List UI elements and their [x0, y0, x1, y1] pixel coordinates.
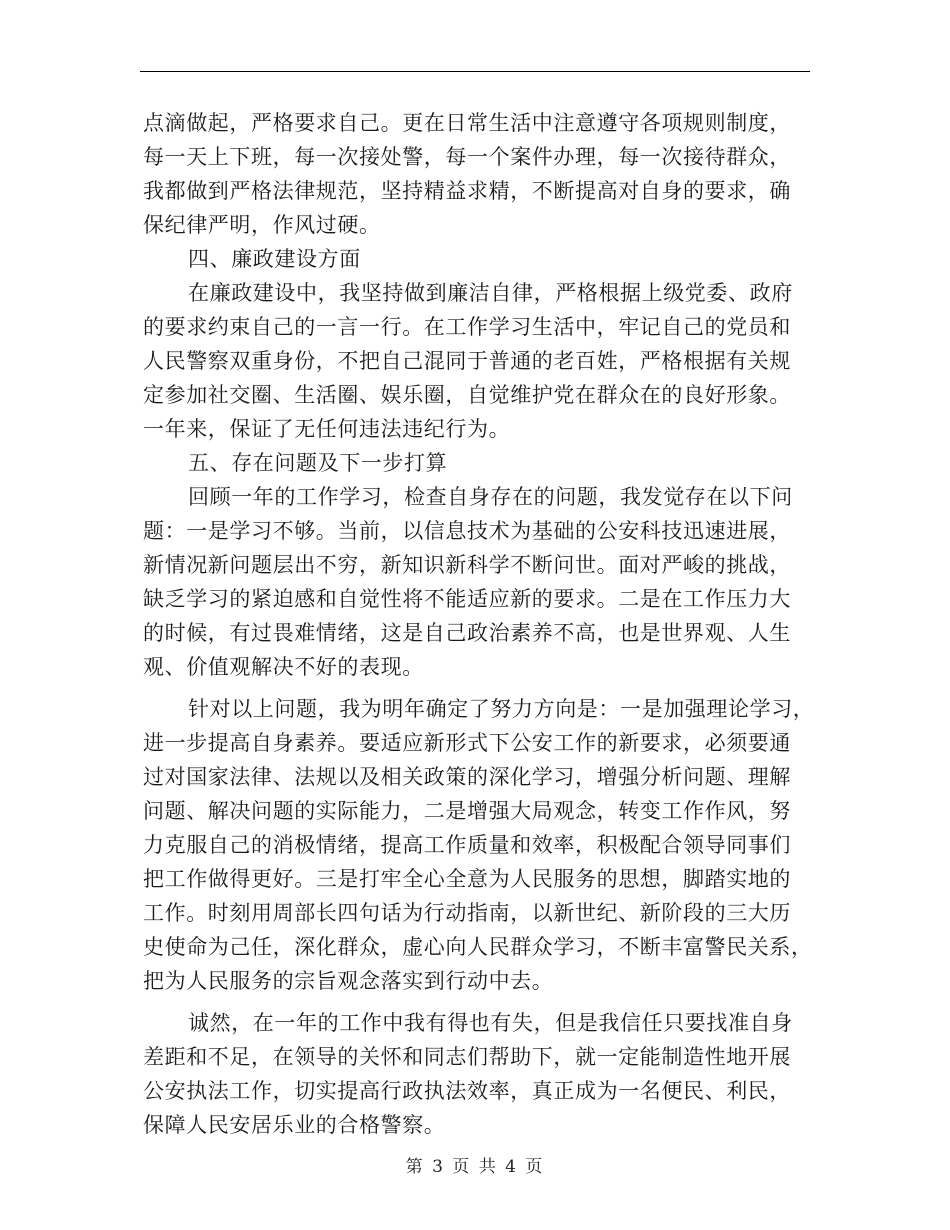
paragraph-line: 力克服自己的消极情绪，提高工作质量和效率，积极配合领导同事们: [143, 833, 791, 857]
paragraph-first-line: 回顾一年的工作学习，检查自身存在的问题，我发觉存在以下问: [188, 485, 793, 509]
paragraph-first-line: 在廉政建设中，我坚持做到廉洁自律，严格根据上级党委、政府: [188, 281, 793, 305]
paragraph-line: 的时候，有过畏难情绪，这是自己政治素养不高，也是世界观、人生: [143, 621, 791, 645]
paragraph-line: 新情况新问题层出不穷，新知识新科学不断问世。面对严峻的挑战，: [143, 553, 791, 577]
paragraph-line: 把为人民服务的宗旨观念落实到行动中去。: [143, 969, 554, 993]
paragraph-first-line: 针对以上问题，我为明年确定了努力方向是：一是加强理论学习，: [188, 697, 815, 721]
paragraph-line: 缺乏学习的紧迫感和自觉性将不能适应新的要求。二是在工作压力大: [143, 587, 791, 611]
header-rule: [140, 71, 810, 72]
paragraph-line: 我都做到严格法律规范，坚持精益求精，不断提高对自身的要求，确: [143, 179, 791, 203]
body-text: [143, 106, 815, 1142]
paragraph-line: 公安执法工作，切实提高行政执法效率，真正成为一名便民、利民，: [143, 1079, 791, 1103]
paragraph-line: 题：一是学习不够。当前，以信息技术为基础的公安科技迅速进展，: [143, 519, 791, 543]
paragraph-line: 差距和不足，在领导的关怀和同志们帮助下，就一定能制造性地开展: [143, 1045, 791, 1069]
paragraph-first-line: 五、存在问题及下一步打算: [188, 451, 448, 475]
paragraph-line: 保纪律严明，作风过硬。: [143, 213, 381, 237]
paragraph-first-line: 点滴做起，严格要求自己。更在日常生活中注意遵守各项规则制度，: [143, 111, 791, 135]
paragraph-line: 的要求约束自己的一言一行。在工作学习生活中，牢记自己的党员和: [143, 315, 791, 339]
paragraph-line: 保障人民安居乐业的合格警察。: [143, 1113, 446, 1137]
paragraph-line: 把工作做得更好。三是打牢全心全意为人民服务的思想，脚踏实地的: [143, 867, 791, 891]
paragraph-line: 过对国家法律、法规以及相关政策的深化学习，增强分析问题、理解: [143, 765, 791, 789]
paragraph-line: 每一天上下班，每一次接处警，每一个案件办理，每一次接待群众，: [143, 145, 791, 169]
page-footer: 第 3 页 共 4 页: [405, 1157, 545, 1177]
paragraph-line: 问题、解决问题的实际能力，二是增强大局观念，转变工作作风，努: [143, 799, 791, 823]
paragraph-first-line: 四、廉政建设方面: [188, 247, 361, 271]
paragraph-gap: [143, 998, 815, 1006]
paragraph-line: 工作。时刻用周部长四句话为行动指南，以新世纪、新阶段的三大历: [143, 901, 791, 925]
paragraph-gap: [143, 684, 815, 692]
paragraph-line: 观、价值观解决不好的表现。: [143, 655, 424, 679]
paragraph-first-line: 诚然，在一年的工作中我有得也有失，但是我信任只要找准自身: [188, 1011, 793, 1035]
paragraph-line: 史使命为己任，深化群众，虚心向人民群众学习，不断丰富警民关系，: [143, 935, 813, 959]
paragraph-line: 定参加社交圈、生活圈、娱乐圈，自觉维护党在群众在的良好形象。: [143, 383, 791, 407]
paragraph-line: 一年来，保证了无任何违法违纪行为。: [143, 417, 511, 441]
paragraph-line: 人民警察双重身份，不把自己混同于普通的老百姓，严格根据有关规: [143, 349, 791, 373]
paragraph-line: 进一步提高自身素养。要适应新形式下公安工作的新要求，必须要通: [143, 731, 791, 755]
